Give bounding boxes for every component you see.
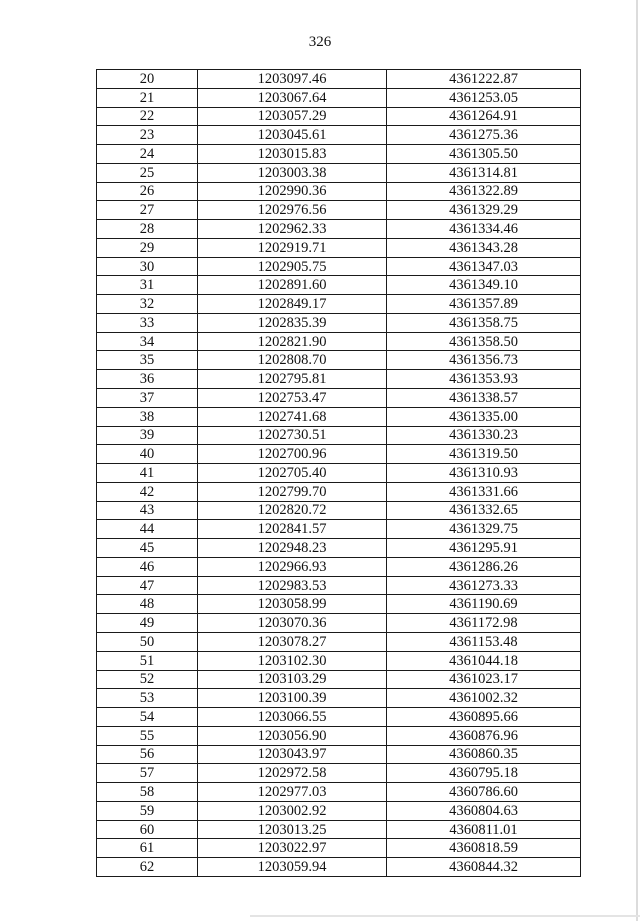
- point-number-cell: 28: [97, 220, 198, 239]
- table-row: [97, 351, 581, 370]
- x-coordinate-cell: 1203078.27: [198, 632, 387, 651]
- x-coordinate-cell: 1203057.29: [198, 107, 387, 126]
- point-number-cell: 52: [97, 670, 198, 689]
- y-coordinate-cell: 4360818.59: [387, 839, 581, 858]
- table-row: [97, 708, 581, 727]
- y-coordinate-cell: 4361253.05: [387, 88, 581, 107]
- point-number-cell: 30: [97, 257, 198, 276]
- x-coordinate-cell: 1202905.75: [198, 257, 387, 276]
- x-coordinate-cell: 1202919.71: [198, 238, 387, 257]
- x-coordinate-cell: 1202808.70: [198, 351, 387, 370]
- y-coordinate-cell: 4361305.50: [387, 145, 581, 164]
- table-row: [97, 614, 581, 633]
- table-row: [97, 595, 581, 614]
- table-row: [97, 276, 581, 295]
- x-coordinate-cell: 1202700.96: [198, 445, 387, 464]
- x-coordinate-cell: 1202966.93: [198, 557, 387, 576]
- table-row: [97, 407, 581, 426]
- table-row: [97, 295, 581, 314]
- y-coordinate-cell: 4361338.57: [387, 389, 581, 408]
- table-row: [97, 163, 581, 182]
- x-coordinate-cell: 1202741.68: [198, 407, 387, 426]
- point-number-cell: 62: [97, 858, 198, 877]
- table-row: [97, 238, 581, 257]
- table-row: [97, 764, 581, 783]
- x-coordinate-cell: 1203070.36: [198, 614, 387, 633]
- point-number-cell: 31: [97, 276, 198, 295]
- x-coordinate-cell: 1202977.03: [198, 783, 387, 802]
- y-coordinate-cell: 4361286.26: [387, 557, 581, 576]
- y-coordinate-cell: 4361353.93: [387, 370, 581, 389]
- page-number: 326: [308, 34, 332, 50]
- x-coordinate-cell: 1202835.39: [198, 313, 387, 332]
- x-coordinate-cell: 1203102.30: [198, 651, 387, 670]
- point-number-cell: 37: [97, 389, 198, 408]
- point-number-cell: 45: [97, 539, 198, 558]
- x-coordinate-cell: 1203097.46: [198, 70, 387, 89]
- y-coordinate-cell: 4361172.98: [387, 614, 581, 633]
- x-coordinate-cell: 1202730.51: [198, 426, 387, 445]
- y-coordinate-cell: 4360844.32: [387, 858, 581, 877]
- scan-edge-line: [636, 0, 638, 921]
- table-row: [97, 332, 581, 351]
- y-coordinate-cell: 4361319.50: [387, 445, 581, 464]
- x-coordinate-cell: 1203015.83: [198, 145, 387, 164]
- x-coordinate-cell: 1202841.57: [198, 520, 387, 539]
- point-number-cell: 48: [97, 595, 198, 614]
- y-coordinate-cell: 4361275.36: [387, 126, 581, 145]
- y-coordinate-cell: 4361295.91: [387, 539, 581, 558]
- y-coordinate-cell: 4361222.87: [387, 70, 581, 89]
- point-number-cell: 56: [97, 745, 198, 764]
- y-coordinate-cell: 4361349.10: [387, 276, 581, 295]
- x-coordinate-cell: 1202799.70: [198, 482, 387, 501]
- table-row: [97, 389, 581, 408]
- table-row: [97, 632, 581, 651]
- x-coordinate-cell: 1203043.97: [198, 745, 387, 764]
- x-coordinate-cell: 1202976.56: [198, 201, 387, 220]
- y-coordinate-cell: 4361358.75: [387, 313, 581, 332]
- table-row: [97, 313, 581, 332]
- point-number-cell: 26: [97, 182, 198, 201]
- x-coordinate-cell: 1202849.17: [198, 295, 387, 314]
- y-coordinate-cell: 4361329.29: [387, 201, 581, 220]
- coordinates-table-body: [97, 70, 581, 877]
- y-coordinate-cell: 4361314.81: [387, 163, 581, 182]
- point-number-cell: 43: [97, 501, 198, 520]
- x-coordinate-cell: 1203067.64: [198, 88, 387, 107]
- table-row: [97, 520, 581, 539]
- table-row: [97, 107, 581, 126]
- table-row: [97, 482, 581, 501]
- x-coordinate-cell: 1202990.36: [198, 182, 387, 201]
- x-coordinate-cell: 1202705.40: [198, 464, 387, 483]
- x-coordinate-cell: 1202891.60: [198, 276, 387, 295]
- y-coordinate-cell: 4361343.28: [387, 238, 581, 257]
- x-coordinate-cell: 1203013.25: [198, 820, 387, 839]
- x-coordinate-cell: 1202753.47: [198, 389, 387, 408]
- point-number-cell: 50: [97, 632, 198, 651]
- y-coordinate-cell: 4361322.89: [387, 182, 581, 201]
- point-number-cell: 57: [97, 764, 198, 783]
- point-number-cell: 20: [97, 70, 198, 89]
- table-row: [97, 445, 581, 464]
- table-row: [97, 88, 581, 107]
- y-coordinate-cell: 4360811.01: [387, 820, 581, 839]
- point-number-cell: 44: [97, 520, 198, 539]
- point-number-cell: 24: [97, 145, 198, 164]
- x-coordinate-cell: 1202821.90: [198, 332, 387, 351]
- x-coordinate-cell: 1202948.23: [198, 539, 387, 558]
- table-row: [97, 745, 581, 764]
- table-row: [97, 201, 581, 220]
- y-coordinate-cell: 4361044.18: [387, 651, 581, 670]
- table-row: [97, 820, 581, 839]
- x-coordinate-cell: 1203058.99: [198, 595, 387, 614]
- scan-bottom-line: [250, 915, 640, 917]
- x-coordinate-cell: 1203100.39: [198, 689, 387, 708]
- point-number-cell: 21: [97, 88, 198, 107]
- point-number-cell: 38: [97, 407, 198, 426]
- table-row: [97, 783, 581, 802]
- point-number-cell: 41: [97, 464, 198, 483]
- y-coordinate-cell: 4361334.46: [387, 220, 581, 239]
- point-number-cell: 29: [97, 238, 198, 257]
- table-row: [97, 501, 581, 520]
- y-coordinate-cell: 4360895.66: [387, 708, 581, 727]
- y-coordinate-cell: 4361190.69: [387, 595, 581, 614]
- y-coordinate-cell: 4361153.48: [387, 632, 581, 651]
- y-coordinate-cell: 4361310.93: [387, 464, 581, 483]
- y-coordinate-cell: 4361330.23: [387, 426, 581, 445]
- table-row: [97, 70, 581, 89]
- y-coordinate-cell: 4360860.35: [387, 745, 581, 764]
- y-coordinate-cell: 4361332.65: [387, 501, 581, 520]
- point-number-cell: 22: [97, 107, 198, 126]
- table-row: [97, 182, 581, 201]
- point-number-cell: 42: [97, 482, 198, 501]
- table-row: [97, 858, 581, 877]
- y-coordinate-cell: 4361335.00: [387, 407, 581, 426]
- x-coordinate-cell: 1202983.53: [198, 576, 387, 595]
- point-number-cell: 58: [97, 783, 198, 802]
- table-row: [97, 726, 581, 745]
- x-coordinate-cell: 1203059.94: [198, 858, 387, 877]
- table-row: [97, 576, 581, 595]
- x-coordinate-cell: 1203002.92: [198, 801, 387, 820]
- y-coordinate-cell: 4361002.32: [387, 689, 581, 708]
- point-number-cell: 36: [97, 370, 198, 389]
- x-coordinate-cell: 1202795.81: [198, 370, 387, 389]
- y-coordinate-cell: 4361331.66: [387, 482, 581, 501]
- point-number-cell: 49: [97, 614, 198, 633]
- table-row: [97, 220, 581, 239]
- point-number-cell: 27: [97, 201, 198, 220]
- x-coordinate-cell: 1203056.90: [198, 726, 387, 745]
- point-number-cell: 33: [97, 313, 198, 332]
- point-number-cell: 35: [97, 351, 198, 370]
- y-coordinate-cell: 4361329.75: [387, 520, 581, 539]
- y-coordinate-cell: 4361023.17: [387, 670, 581, 689]
- point-number-cell: 55: [97, 726, 198, 745]
- point-number-cell: 51: [97, 651, 198, 670]
- y-coordinate-cell: 4361273.33: [387, 576, 581, 595]
- point-number-cell: 60: [97, 820, 198, 839]
- point-number-cell: 54: [97, 708, 198, 727]
- x-coordinate-cell: 1202820.72: [198, 501, 387, 520]
- table-row: [97, 126, 581, 145]
- point-number-cell: 25: [97, 163, 198, 182]
- table-row: [97, 370, 581, 389]
- table-row: [97, 257, 581, 276]
- point-number-cell: 40: [97, 445, 198, 464]
- point-number-cell: 59: [97, 801, 198, 820]
- point-number-cell: 53: [97, 689, 198, 708]
- table-row: [97, 145, 581, 164]
- x-coordinate-cell: 1203066.55: [198, 708, 387, 727]
- table-row: [97, 670, 581, 689]
- point-number-cell: 34: [97, 332, 198, 351]
- y-coordinate-cell: 4361356.73: [387, 351, 581, 370]
- y-coordinate-cell: 4361357.89: [387, 295, 581, 314]
- y-coordinate-cell: 4361358.50: [387, 332, 581, 351]
- table-row: [97, 464, 581, 483]
- point-number-cell: 23: [97, 126, 198, 145]
- y-coordinate-cell: 4360786.60: [387, 783, 581, 802]
- table-row: [97, 426, 581, 445]
- x-coordinate-cell: 1202972.58: [198, 764, 387, 783]
- y-coordinate-cell: 4361347.03: [387, 257, 581, 276]
- y-coordinate-cell: 4360795.18: [387, 764, 581, 783]
- table-row: [97, 689, 581, 708]
- point-number-cell: 32: [97, 295, 198, 314]
- x-coordinate-cell: 1203045.61: [198, 126, 387, 145]
- table-row: [97, 651, 581, 670]
- coordinates-table: [96, 69, 581, 877]
- x-coordinate-cell: 1203103.29: [198, 670, 387, 689]
- point-number-cell: 61: [97, 839, 198, 858]
- point-number-cell: 39: [97, 426, 198, 445]
- table-row: [97, 539, 581, 558]
- y-coordinate-cell: 4360876.96: [387, 726, 581, 745]
- x-coordinate-cell: 1202962.33: [198, 220, 387, 239]
- table-row: [97, 557, 581, 576]
- y-coordinate-cell: 4361264.91: [387, 107, 581, 126]
- x-coordinate-cell: 1203022.97: [198, 839, 387, 858]
- table-row: [97, 839, 581, 858]
- table-row: [97, 801, 581, 820]
- point-number-cell: 46: [97, 557, 198, 576]
- y-coordinate-cell: 4360804.63: [387, 801, 581, 820]
- x-coordinate-cell: 1203003.38: [198, 163, 387, 182]
- point-number-cell: 47: [97, 576, 198, 595]
